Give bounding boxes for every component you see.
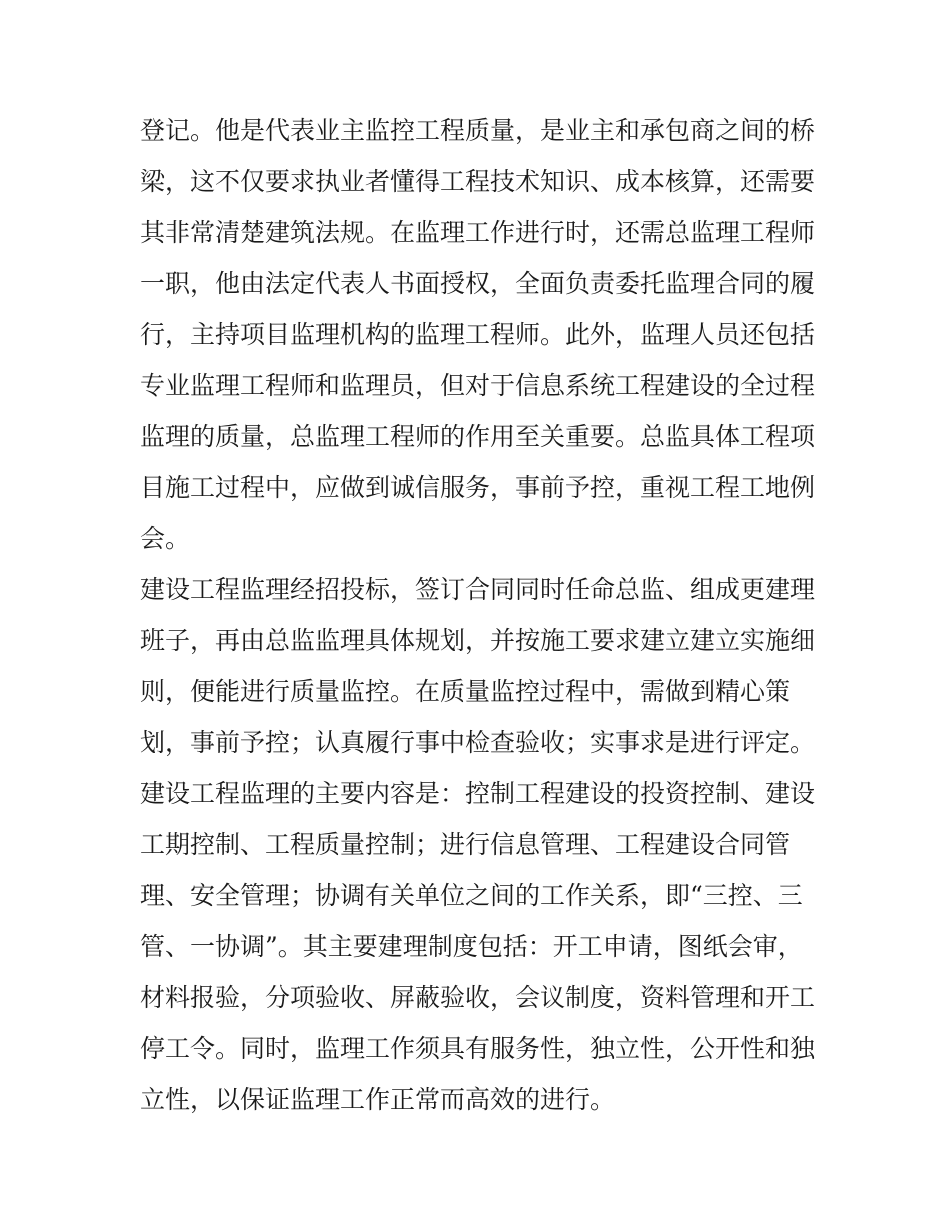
text-line: 建设工程监理经招投标，签订合同同时任命总监、组成更建理 (140, 575, 816, 604)
text-line: 工期控制、工程质量控制；进行信息管理、工程建设合同管 (140, 830, 791, 859)
text-line: 其非常清楚建筑法规。在监理工作进行时，还需总监理工程师 (140, 218, 816, 247)
text-line: 管、一协调”。其主要建理制度包括：开工申请，图纸会审， (140, 932, 803, 961)
text-line: 立性，以保证监理工作正常而高效的进行。 (140, 1085, 616, 1114)
text-line: 则，便能进行质量监控。在质量监控过程中，需做到精心策 (140, 677, 791, 706)
text-line: 专业监理工程师和监理员，但对于信息系统工程建设的全过程 (140, 371, 816, 400)
text-line: 登记。他是代表业主监控工程质量，是业主和承包商之间的桥 (140, 116, 816, 145)
text-line: 目施工过程中，应做到诚信服务，事前予控，重视工程工地例 (140, 473, 816, 502)
text-line: 停工令。同时，监理工作须具有服务性，独立性，公开性和独 (140, 1034, 816, 1063)
paragraph-1 (140, 105, 830, 564)
text-line: 理、安全管理；协调有关单位之间的工作关系，即“三控、三 (140, 881, 803, 910)
text-line: 行，主持项目监理机构的监理工程师。此外，监理人员还包括 (140, 320, 816, 349)
body-text (140, 105, 830, 1125)
text-line: 划，事前予控；认真履行事中检查验收；实事求是进行评定。 (140, 728, 816, 757)
text-line: 监理的质量，总监理工程师的作用至关重要。总监具体工程项 (140, 422, 816, 451)
text-line: 班子，再由总监监理具体规划，并按施工要求建立建立实施细 (140, 626, 816, 655)
text-line: 梁，这不仅要求执业者懂得工程技术知识、成本核算，还需要 (140, 167, 816, 196)
text-line: 一职，他由法定代表人书面授权，全面负责委托监理合同的履 (140, 269, 816, 298)
text-line: 建设工程监理的主要内容是：控制工程建设的投资控制、建设 (140, 779, 816, 808)
paragraph-2 (140, 564, 830, 1125)
text-line: 会。 (140, 524, 191, 553)
text-line: 材料报验，分项验收、屏蔽验收，会议制度，资料管理和开工 (140, 983, 816, 1012)
